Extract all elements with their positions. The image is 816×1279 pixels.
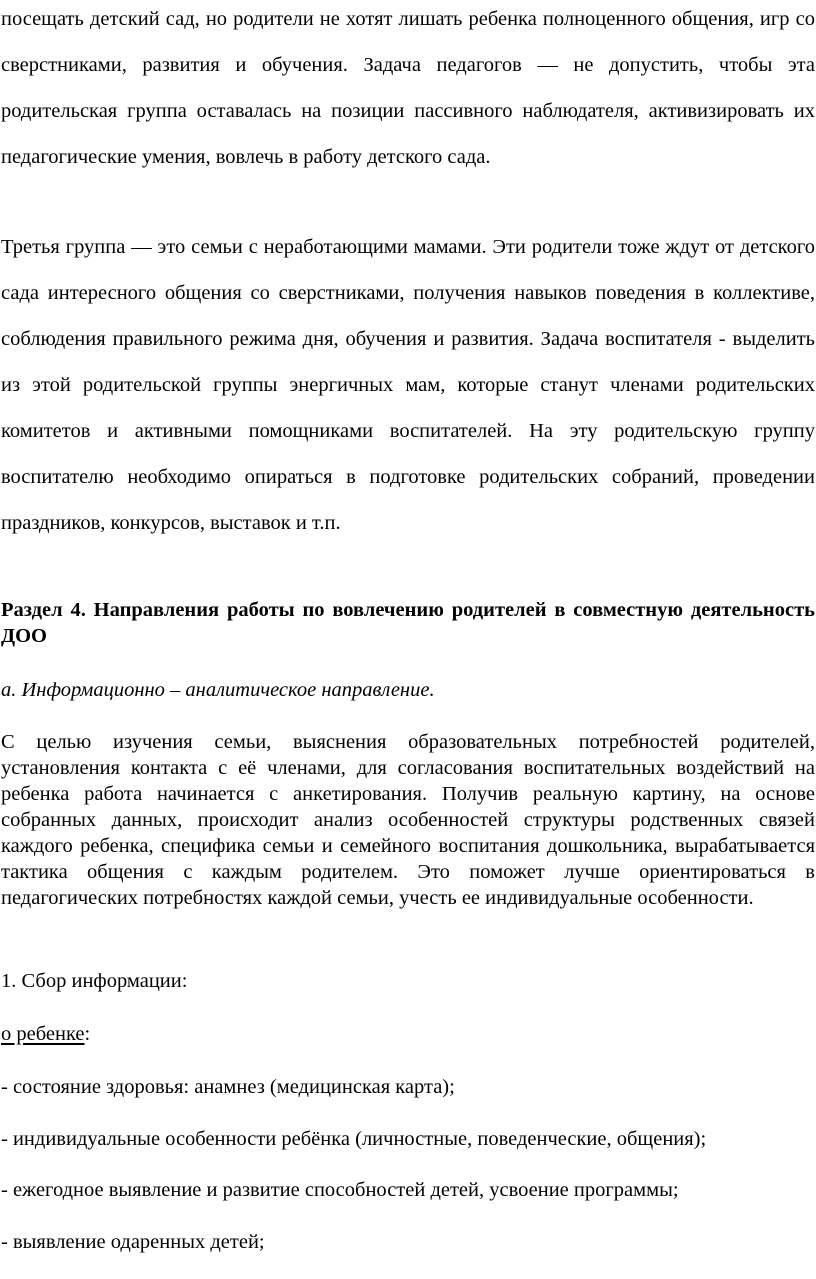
subheading-information-analytical: а. Информационно – аналитическое направление. (1, 679, 435, 701)
list-item-abilities: - ежегодное выявление и развитие способностей детей, усвоение программы; (1, 1179, 679, 1201)
list-item-gifted-children: - выявление одаренных детей; (1, 1231, 265, 1253)
about-child-label (1, 1021, 90, 1047)
paragraph-third-parent-group: Третья группа — это семьи с неработающими мамами. Эти родители тоже ждут от детского сада интересного общения со сверстниками, получения навыков поведения в коллективе, соблюдения правильного режима дня, обучения и развития. Задача воспитателя - выделить из этой родительской группы энергичных мам, которые станут членами родительских комитетов и активными помощниками воспитателей. На эту родительскую группу воспитателю необходимо опираться в подготовке родительских собраний, проведении праздников, конкурсов, выставок и т.п. (1, 236, 815, 534)
list-intro-info-collection: 1. Сбор информации: (1, 970, 188, 992)
section-heading: Раздел 4. Направления работы по вовлечению родителей в совместную деятельность ДОО (1, 599, 815, 647)
list-item-individual-traits: - индивидуальные особенности ребёнка (личностные, поведенческие, общения); (1, 1128, 707, 1150)
about-child-colon: : (84, 1023, 91, 1045)
about-child-text: о ребенке (1, 1023, 85, 1045)
paragraph-family-study: С целью изучения семьи, выяснения образовательных потребностей родителей, установления контакта с её членами, для согласования воспитательных воздействий на ребенка работа начинается с анкетирования. Получив реальную картину, на основе собранных данных, происходит анализ особенностей структуры родственных связей каждого ребенка, специфика семьи и семейного воспитания дошкольника, вырабатывается тактика общения с каждым родителем. Это поможет лучше ориентироваться в педагогических потребностях каждой семьи, учесть ее индивидуальные особенности. (1, 731, 815, 909)
paragraph-second-parent-group: посещать детский сад, но родители не хотят лишать ребенка полноценного общения, игр со сверстниками, развития и обучения. Задача педагогов — не допустить, чтобы эта родительская группа оставалась на позиции пассивного наблюдателя, активизировать их педагогические умения, вовлечь в работу детского сада. (1, 8, 815, 168)
list-item-health: - состояние здоровья: анамнез (медицинская карта); (1, 1076, 455, 1098)
